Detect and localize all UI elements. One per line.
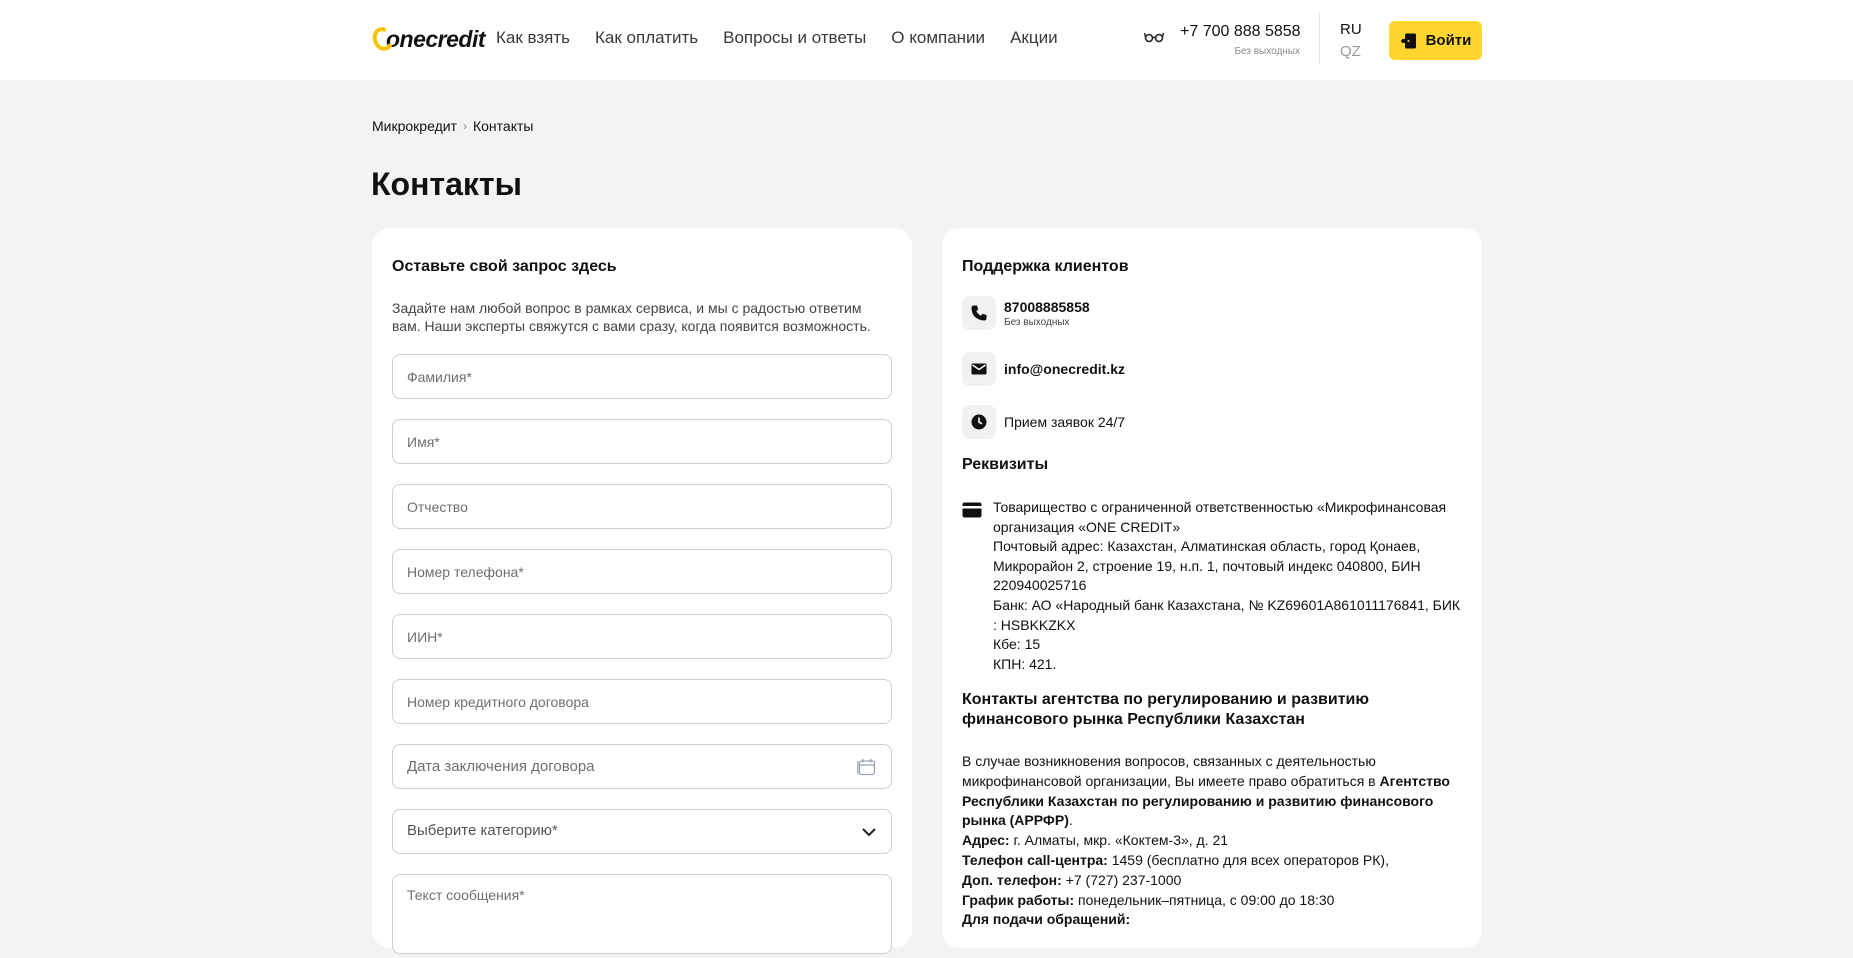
nav-about[interactable]: О компании — [891, 28, 986, 47]
category-select[interactable] — [392, 809, 892, 854]
agency-schedule: График работы: понедельник–пятница, с 09:00 до 18:30 — [962, 891, 1335, 908]
message-textarea[interactable] — [393, 875, 891, 953]
contract-date-field — [392, 744, 892, 789]
breadcrumb-home[interactable]: Микрокредит — [372, 118, 457, 134]
first-name-field — [392, 419, 892, 464]
chevron-down-icon — [861, 825, 877, 839]
support-email-row[interactable] — [962, 352, 1125, 386]
phone-input[interactable] — [393, 550, 891, 593]
calendar-icon[interactable] — [857, 758, 876, 776]
agency-title: Контакты агентства по регулированию и развитию финансового рынка Республики Казахстан — [962, 691, 1370, 728]
header-phone-note: Без выходных — [1234, 46, 1300, 57]
category-select-label: Выберите категорию* — [407, 822, 558, 839]
agency-extra-phone: Доп. телефон: +7 (727) 237-1000 — [962, 871, 1182, 888]
agency-text — [962, 752, 1462, 930]
nav-faq[interactable]: Вопросы и ответы — [723, 28, 867, 47]
form-description: Задайте нам любой вопрос в рамках сервиса, и мы с радостью ответим вам. Наши эксперты свяжутся с вами сразу, когда появится возможность. — [392, 300, 871, 334]
lang-qz[interactable]: QZ — [1340, 43, 1361, 60]
login-door-icon — [1400, 32, 1418, 50]
header-divider — [1319, 13, 1320, 65]
last-name-field — [392, 354, 892, 399]
mail-icon — [970, 360, 988, 378]
requisites-kbe: Кбе: 15 — [993, 636, 1041, 653]
phone-icon — [970, 304, 988, 322]
support-phone[interactable]: 87008885858 — [1004, 298, 1090, 315]
form-title: Оставьте свой запрос здесь — [392, 258, 617, 275]
middle-name-field — [392, 484, 892, 529]
support-email[interactable]: info@onecredit.kz — [1004, 361, 1125, 377]
request-form-card — [372, 228, 912, 948]
requisites-title: Реквизиты — [962, 456, 1049, 473]
login-button[interactable] — [1389, 21, 1482, 60]
breadcrumb — [372, 118, 533, 134]
requisites-kpn: КПН: 421. — [993, 655, 1057, 672]
support-hours: Прием заявок 24/7 — [1004, 414, 1126, 430]
requisites-address: Почтовый адрес: Казахстан, Алматинская область, город Қонаев, Микрорайон 2, строение 19, н.п. 1, почтовый индекс 040800, БИН 220940025716 — [993, 538, 1421, 594]
agency-submit: Для подачи обращений: — [962, 911, 1131, 928]
agency-address: Адрес: г. Алматы, мкр. «Коктем-3», д. 21 — [962, 832, 1229, 849]
phone-icon-box — [962, 296, 996, 330]
clock-icon-box — [962, 405, 996, 439]
contract-number-input[interactable] — [393, 680, 891, 723]
logo-text: onecredit — [386, 25, 486, 52]
iin-input[interactable] — [393, 615, 891, 658]
agency-intro: В случае возникновения вопросов, связанных с деятельностью микрофинансовой организации, Вы имеете право обратиться в Агентство Республики Казахстан по регулированию и развитию финансового рынка (АРРФР). — [962, 753, 1450, 829]
contract-number-field — [392, 679, 892, 724]
header-phone[interactable]: +7 700 888 5858 — [1180, 23, 1301, 40]
breadcrumb-chevron-icon: › — [462, 119, 467, 133]
phone-field — [392, 549, 892, 594]
nav-how-to-get[interactable]: Как взять — [496, 28, 571, 47]
last-name-input[interactable] — [393, 355, 891, 398]
login-label: Войти — [1425, 32, 1472, 49]
support-phone-note: Без выходных — [1004, 316, 1070, 328]
page-title: Контакты — [371, 166, 522, 202]
main-nav — [496, 28, 1058, 48]
accessibility-glasses-icon[interactable] — [1144, 31, 1164, 43]
lang-ru[interactable]: RU — [1340, 21, 1362, 38]
agency-name: Агентство Республики Казахстан по регулированию и развитию финансового рынка (АРРФР) — [962, 772, 1450, 829]
nav-how-to-pay[interactable]: Как оплатить — [595, 28, 699, 47]
nav-promotions[interactable]: Акции — [1010, 28, 1058, 47]
breadcrumb-current: Контакты — [472, 118, 534, 134]
requisites-text — [993, 498, 1463, 674]
onecredit-logo[interactable] — [373, 24, 485, 54]
requisites-bank: Банк: АО «Народный банк Казахстана, № KZ69601A861011176841, БИК : HSBKKZKX — [993, 596, 1461, 633]
middle-name-input[interactable] — [393, 485, 891, 528]
iin-field — [392, 614, 892, 659]
card-icon — [962, 502, 982, 518]
support-hours-row — [962, 405, 1125, 439]
contract-date-input[interactable] — [393, 745, 891, 788]
first-name-input[interactable] — [393, 420, 891, 463]
support-title: Поддержка клиентов — [962, 258, 1129, 275]
agency-callcenter: Телефон call-центра: 1459 (бесплатно для всех операторов РК), — [962, 851, 1389, 868]
requisites-company: Товарищество с ограниченной ответственностью «Микрофинансовая организация «ONE CREDIT» — [993, 499, 1447, 535]
support-phone-row[interactable] — [962, 296, 1090, 330]
message-field — [392, 874, 892, 954]
email-icon-box — [962, 352, 996, 386]
contacts-card — [942, 228, 1482, 948]
clock-icon — [970, 413, 988, 431]
site-header — [0, 0, 1853, 80]
